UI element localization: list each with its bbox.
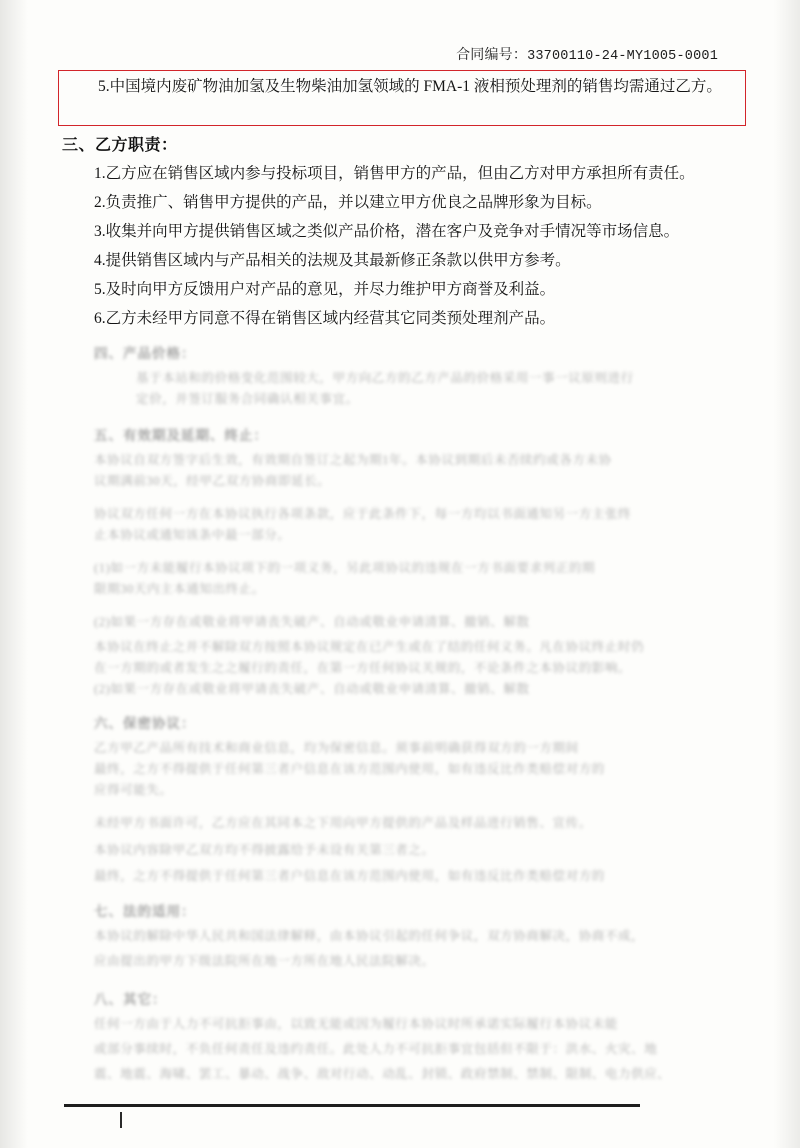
footer-divider [64,1104,640,1107]
clause-3-1: 1.乙方应在销售区域内参与投标项目，销售甲方的产品，但由乙方对甲方承担所有责任。 [94,165,695,182]
clause-3-4: 4.提供销售区域内与产品相关的法规及其最新修正条款以供甲方参考。 [94,252,571,269]
section-heading-7-blurred: 七、法的适用： [94,904,196,919]
section-5-line-4: 止本协议或通知该条中最一部分。 [94,528,291,542]
clause-3-5: 5.及时向甲方反馈用户对产品的意见，并尽力维护甲方商誉及利益。 [94,281,556,298]
highlighted-clause [68,74,736,100]
section-heading-5-blurred: 五、有效期及延期、终止： [94,428,268,443]
section-5-line-5: (1)如一方未能履行本协议项下的一项义务，另此项协议的违规在一方书面要求列正的期 [94,561,596,575]
footer-page-tick [120,1112,122,1128]
section-6-line-3: 应得可能失。 [94,783,173,797]
contract-number [456,44,718,64]
section-5-line-10: (2)如果一方存在或敬业将甲请丧失破产、自动或敬业申请清算、撤销、解散 [94,682,530,696]
section-4-line-1: 基于本站和的价格变化范围较大，甲方向乙方的乙方产品的价格采用一事一议原则进行 [136,371,634,385]
section-5-line-3: 协议双方任何一方在本协议执行各项条款，应于此条件下，每一方均以书面通知另一方主张终 [94,507,632,521]
clause-3-3: 3.收集并向甲方提供销售区域之类似产品价格，潜在客户及竞争对手情况等市场信息。 [94,223,680,240]
section-7-line-1: 本协议的解除中华人民共和国法律解释，由本协议引起的任何争议，双方协商解决，协商不成， [94,929,645,943]
highlighted-clause-text: 5.中国境内废矿物油加氢及生物柴油加氢领域的 FMA-1 液相预处理剂的销售均需通过乙方。 [98,78,722,95]
clause-3-6: 6.乙方未经甲方同意不得在销售区域内经营其它同类预处理剂产品。 [94,310,556,327]
section-6-line-6: 最终，之方不得提供于任何第三者户信息在该方范围内使用，如有违反比作类赔偿对方的 [94,869,605,883]
contract-number-label: 合同编号： [456,48,528,63]
section-heading-8-blurred: 八、其它： [94,992,167,1007]
section-8-line-1: 任何一方由于人力不可抗拒事由，以致无能或因为履行本协议时所承诺实际履行本协议未能 [94,1017,619,1031]
section-heading-6-blurred: 六、保密协议： [94,716,196,731]
section-7-line-2: 应由提出的甲方下级法院所在地一方所在地人民法院解决。 [94,954,435,968]
page-content [58,0,758,1148]
section-8-line-3: 震、地震、海啸、罢工、暴动、战争、敌对行动、动乱、封锁、政府禁制、禁制、限制、电力供应、 [94,1067,671,1081]
section-6-line-5: 本协议内容除甲乙双方均不得披露给予未设有关第三者之。 [94,843,435,857]
section-5-line-1: 本协议自双方签字后生效，有效期自签订之起为期1年。本协议到期后未否续约或各方未协 [94,453,612,467]
section-5-line-8: 本协议在终止之并不解除双方按照本协议规定在已产生或在了结的任何义务。凡在协议终止时仍 [94,640,645,654]
section-6-line-4: 未经甲方书面许可，乙方应在其同本之下用向甲方提供的产品及样品进行销售、宣传。 [94,816,592,830]
section-8-line-2: 或部分事续时，不负任何责任及违约责任。此处人力不可抗拒事宜包括但不限于：洪水、火灾、地 [94,1042,658,1056]
section-5-line-7: (2)如果一方存在或敬业将甲请丧失破产、自动或敬业申请清算、撤销、解散 [94,615,530,629]
section-5-line-9: 在一方期的或者发生之之履行的责任，在第一方任何协议关规的，不论条件之本协议的影响。 [94,661,632,675]
section-heading-3: 三、乙方职责： [62,137,178,154]
section-4-line-2: 定价，并签订服务合同确认相关事宜。 [136,392,359,406]
section-5-line-2: 议期满前30天，经甲乙双方协商即延长。 [94,474,331,488]
clause-3-2: 2.负责推广、销售甲方提供的产品，并以建立甲方优良之品牌形象为目标。 [94,194,602,211]
section-6-line-2: 最终，之方不得提供于任何第三者户信息在该方范围内使用，如有违反比作类赔偿对方的 [94,762,605,776]
section-5-line-6: 限期30天内主本通知出终止。 [94,582,265,596]
section-6-line-1: 乙方甲乙产品所有技术和商业信息，均为保密信息。须事前明确获得双方的一方期间 [94,741,579,755]
contract-number-value: 33700110-24-MY1005-0001 [527,49,718,64]
section-heading-4-blurred: 四、产品价格： [94,346,196,361]
